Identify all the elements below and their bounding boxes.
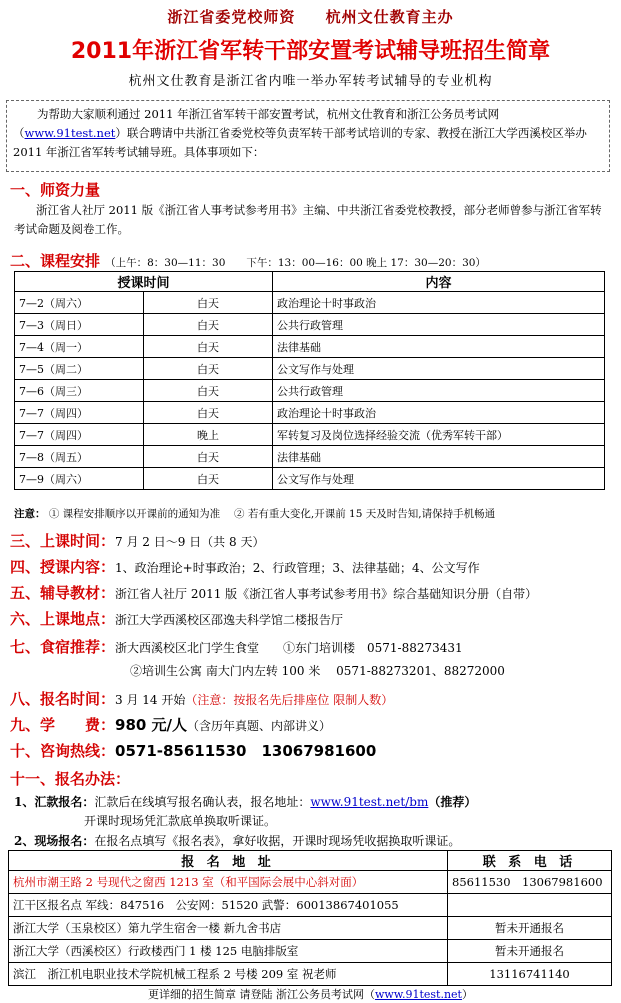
section-7-line-1: 浙大西溪校区北门学生食堂 ①东门培训楼 0571-88273431 (115, 641, 463, 655)
section-1-text: 浙江省人社厅 2011 版《浙江省人事考试参考用书》主编、中共浙江省委党校教授，部分老师曾参与浙江省军转考试命题及阅卷工作。 (14, 203, 602, 236)
schedule-body (15, 292, 605, 490)
registration-address: 滨江 浙江机电职业技术学院机械工程系 2 号楼 209 室 祝老师 (9, 963, 448, 986)
schedule-col-content: 内容 (273, 272, 605, 292)
schedule-table (14, 271, 605, 490)
schedule-row (15, 314, 605, 336)
schedule-date: 7—4（周一） (15, 336, 144, 358)
schedule-period: 白天 (144, 292, 273, 314)
schedule-header-row (15, 272, 605, 292)
registration-body (9, 871, 612, 986)
registration-phone (448, 894, 612, 917)
schedule-row (15, 380, 605, 402)
schedule-content: 公文写作与处理 (273, 468, 605, 490)
method-1-tag: （推荐） (428, 795, 477, 809)
schedule-row (15, 424, 605, 446)
section-6 (10, 608, 343, 629)
section-2-heading: 二、课程安排 (10, 252, 101, 270)
method-1-line-2: 开课时现场凭汇款底单换取听课证。 (84, 814, 277, 828)
intro-text-2: ）联合聘请中共浙江省委党校等负责军转干部考试培训的专家、教授在浙江大学西溪校区举办 2011 年浙江省军转考试辅导班。具体事项如下： (13, 126, 587, 159)
reg-col-phone: 联 系 电 话 (448, 851, 612, 871)
method-1-label: 1、汇款报名： (14, 795, 95, 809)
section-7 (10, 636, 463, 657)
schedule-content: 法律基础 (273, 446, 605, 468)
section-1-heading: 一、师资力量 (10, 181, 101, 199)
remark-label: 注意： (14, 508, 46, 520)
schedule-date: 7—7（周四） (15, 402, 144, 424)
schedule-row (15, 468, 605, 490)
section-4-text: 1、政治理论+时事政治；2、行政管理；3、法律基础；4、公文写作 (115, 561, 480, 575)
section-6-text: 浙江大学西溪校区邵逸夫科学馆二楼报告厅 (115, 613, 344, 627)
page-title: 2011年浙江省军转干部安置考试辅导班招生简章 (70, 39, 551, 64)
schedule-date: 7—8（周五） (15, 446, 144, 468)
registration-phone: 85611530 13067981600 (448, 871, 612, 894)
registration-row (9, 871, 612, 894)
method-2-text: 在报名点填写《报名表》，拿好收据，开课时现场凭收据换取听课证。 (94, 834, 461, 848)
registration-header-row (9, 851, 612, 871)
registration-address: 江干区报名点 军线：847516 公安网：51520 武警：60013867401055 (9, 894, 448, 917)
schedule-period: 白天 (144, 380, 273, 402)
footer-text-1: 更详细的招生简章 请登陆 浙江公务员考试网（ (148, 988, 376, 1001)
schedule-remark (14, 506, 495, 521)
method-2-label: 2、现场报名： (14, 834, 95, 848)
section-9 (10, 714, 331, 735)
schedule-content: 政治理论十时事政治 (273, 402, 605, 424)
schedule-row (15, 446, 605, 468)
footer (0, 986, 621, 1002)
schedule-col-time: 授课时间 (15, 272, 273, 292)
section-5 (10, 582, 537, 603)
schedule-row (15, 336, 605, 358)
section-4-heading: 四、授课内容： (10, 558, 116, 576)
section-6-heading: 六、上课地点： (10, 610, 116, 628)
schedule-date: 7—2（周六） (15, 292, 144, 314)
intro-link[interactable]: www.91test.net (24, 126, 116, 140)
section-9-heading: 九、学 费： (10, 716, 116, 734)
hotline-numbers: 0571-85611530 13067981600 (115, 742, 377, 760)
schedule-date: 7—7（周四） (15, 424, 144, 446)
section-10 (10, 740, 376, 761)
section-3-text: 7 月 2 日～9 日（共 8 天） (115, 535, 265, 549)
schedule-period: 白天 (144, 446, 273, 468)
section-11-heading: 十一、报名办法： (10, 770, 131, 788)
registration-address: 杭州市潮王路 2 号现代之窗西 1213 室（和平国际会展中心斜对面） (9, 871, 448, 894)
section-8-note: （注意：按报名先后排座位 限制人数） (185, 693, 394, 707)
schedule-content: 法律基础 (273, 336, 605, 358)
section-3-heading: 三、上课时间： (10, 532, 116, 550)
section-5-heading: 五、辅导教材： (10, 584, 116, 602)
section-3 (10, 530, 264, 551)
schedule-content: 政治理论十时事政治 (273, 292, 605, 314)
organizer-line (0, 6, 621, 27)
schedule-period: 白天 (144, 402, 273, 424)
schedule-content: 军转复习及岗位选择经验交流（优秀军转干部） (273, 424, 605, 446)
method-1-text: 汇款后在线填写报名确认表，报名地址： (94, 795, 311, 809)
section-8-text: 3 月 14 开始 (115, 693, 186, 707)
footer-text-2: ） (461, 988, 473, 1001)
organizer-1: 浙江省委党校师资 (167, 8, 296, 26)
section-5-text: 浙江省人社厅 2011 版《浙江省人事考试参考用书》综合基础知识分册（自带） (115, 587, 538, 601)
tuition-price: 980 元/人 (115, 716, 188, 734)
registration-row (9, 963, 612, 986)
section-4 (10, 556, 480, 577)
section-10-heading: 十、咨询热线： (10, 742, 116, 760)
schedule-content: 公共行政管理 (273, 314, 605, 336)
schedule-row (15, 402, 605, 424)
schedule-period: 白天 (144, 336, 273, 358)
registration-link[interactable]: www.91test.net/bm (310, 795, 429, 809)
remark-text: ① 课程安排顺序以开课前的通知为准 ② 若有重大变化,开课前 15 天及时告知,请保持手机畅通 (48, 508, 496, 520)
page-subtitle: 杭州文仕教育是浙江省内唯一举办军转考试辅导的专业机构 (128, 74, 493, 89)
schedule-content: 公文写作与处理 (273, 358, 605, 380)
schedule-date: 7—9（周六） (15, 468, 144, 490)
section-9-text: （含历年真题、内部讲义） (187, 719, 332, 733)
registration-row (9, 894, 612, 917)
organizer-2: 杭州文仕教育主办 (325, 8, 454, 26)
section-7-line-2: ②培训生公寓 南大门内左转 100 米 0571-88273201、88272000 (130, 664, 505, 678)
section-7-heading: 七、食宿推荐： (10, 638, 116, 656)
section-8 (10, 688, 393, 709)
schedule-row (15, 292, 605, 314)
schedule-date: 7—5（周二） (15, 358, 144, 380)
registration-row (9, 917, 612, 940)
registration-phone: 13116741140 (448, 963, 612, 986)
schedule-date: 7—3（周日） (15, 314, 144, 336)
method-2 (14, 832, 460, 849)
registration-phone: 暂未开通报名 (448, 940, 612, 963)
footer-link[interactable]: www.91test.net (375, 988, 462, 1001)
method-1 (14, 793, 476, 810)
schedule-period: 白天 (144, 468, 273, 490)
registration-address: 浙江大学（玉泉校区）第九学生宿舍一楼 新九舍书店 (9, 917, 448, 940)
intro-text-1: 为帮助大家顺利通过 2011 年浙江省军转干部安置考试，杭州文仕教育和浙江公务员考试网（ (13, 107, 500, 140)
registration-address: 浙江大学（西溪校区）行政楼西门 1 楼 125 电脑排版室 (9, 940, 448, 963)
intro-box (6, 100, 610, 172)
registration-table (8, 850, 612, 986)
registration-phone: 暂未开通报名 (448, 917, 612, 940)
schedule-period: 晚上 (144, 424, 273, 446)
registration-row (9, 940, 612, 963)
schedule-hours-note: （上午：8：30—11：30 下午：13：00—16：00 晚上 17：30—20：30） (105, 257, 486, 269)
section-8-heading: 八、报名时间： (10, 690, 116, 708)
section-2-header (10, 250, 486, 271)
schedule-period: 白天 (144, 358, 273, 380)
schedule-row (15, 358, 605, 380)
schedule-content: 公共行政管理 (273, 380, 605, 402)
reg-col-address: 报 名 地 址 (9, 851, 448, 871)
schedule-date: 7—6（周三） (15, 380, 144, 402)
schedule-period: 白天 (144, 314, 273, 336)
